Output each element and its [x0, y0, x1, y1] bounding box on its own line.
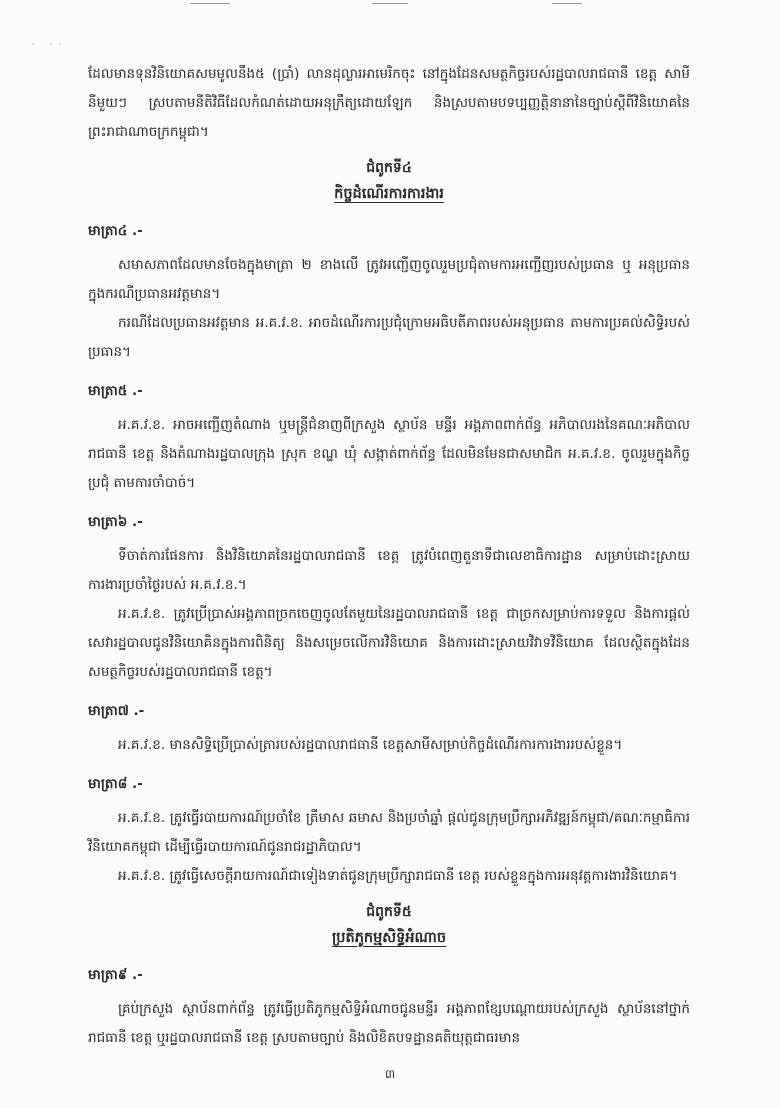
article-9-paragraph-1: គ្រប់ក្រសួង ស្ថាប័នពាក់ព័ន្ធ ត្រូវធ្វើប្រតិភូកម្មសិទ្ធិអំណាចជូនមន្ទីរ អង្គភាពខ្សែបណ្តោយរបស់ក្រសួង ស្ថាប័ននៅថ្នាក់រាជធានី ខេត្ត ឬរដ្ឋបាលរាជធានី ខេត្ត ស្របតាមច្បាប់ និងលិខិតបទដ្ឋានគតិយុត្តជាធរមាន [88, 1001, 690, 1046]
article-5-heading: មាត្រា៥ .- [88, 383, 143, 399]
chapter-4-number: ជំពូកទី៤ [366, 160, 412, 176]
article-4-paragraph-1: សមាសភាពដែលមានចែងក្នុងមាត្រា ២ ខាងលើ ត្រូវអញ្ជើញចូលរួមប្រជុំតាមការអញ្ជើញរបស់ប្រធាន ឬ អនុប្រធាន ក្នុងករណីប្រធានអវត្តមាន។ [88, 257, 690, 302]
chapter-5-title: ប្រតិភូកម្មសិទ្ធិអំណាច [331, 930, 447, 946]
article-8-paragraph-1: អ.គ.វ.ខ. ត្រូវធ្វើរបាយការណ៍ប្រចាំខែ ត្រីមាស ឆមាស និងប្រចាំឆ្នាំ ផ្តល់ជូនក្រុមប្រឹក្សាអភិវឌ្ឍន៍កម្ពុជា/គណៈកម្មាធិការវិនិយោគកម្ពុជា ដើម្បីធ្វើរបាយការណ៍ជូនរាជរដ្ឋាភិបាល។ [88, 810, 690, 855]
article-4-paragraph-2: ករណីដែលប្រធានអវត្តមាន អ.គ.វ.ខ. អាចដំណើរការប្រជុំក្រោមអធិបតីភាពរបស់អនុប្រធាន តាមការប្រគល់សិទ្ធិរបស់ប្រធាន។ [88, 315, 690, 360]
intro-paragraph: ដែលមានទុនវិនិយោគសមមូលនឹង៥ (ប្រាំ) លានដុល្លារអាមេរិកចុះ នៅក្នុងដែនសមត្ថកិច្ចរបស់រដ្ឋបាលរាជធានី ខេត្ត សាមីនីមួយៗ ស្របតាមនីតិវិធីដែលកំណត់ដោយអនុក្រឹត្យដោយឡែក និងស្របតាមបទប្បញ្ញត្តិនានានៃច្បាប់ស្តីពីវិនិយោគនៃព្រះរាជាណាចក្រកម្ពុជា។ [88, 66, 690, 140]
article-8-paragraph-2: អ.គ.វ.ខ. ត្រូវធ្វើសេចក្តីរាយការណ៍ជាទៀងទាត់ជូនក្រុមប្រឹក្សារាជធានី ខេត្ត របស់ខ្លួនក្នុងការអនុវត្តការងារវិនិយោគ។ [118, 868, 678, 884]
article-6-heading: មាត្រា៦ .- [88, 514, 143, 530]
chapter-5-number: ជំពូកទី៥ [366, 904, 412, 920]
chapter-4-title: កិច្ចដំណើរការការងារ [334, 186, 444, 202]
scan-artifact [190, 3, 230, 4]
article-9-heading: មាត្រា៩ .- [88, 967, 143, 983]
page-number: ៣ [384, 1067, 396, 1081]
article-6-paragraph-2: អ.គ.វ.ខ. ត្រូវប្រើប្រាស់អង្គភាពច្រកចេញចូលតែមួយនៃរដ្ឋបាលរាជធានី ខេត្ត ជាច្រកសម្រាប់ការទទួល និងការផ្តល់សេវារដ្ឋបាលជូនវិនិយោគិនក្នុងការពិនិត្យ និងសម្រេចលើការវិនិយោគ និងការដោះស្រាយវិវាទវិនិយោគ ដែលស្ថិតក្នុងដែនសមត្ថកិច្ចរបស់រដ្ឋបាលរាជធានី ខេត្ត។ [88, 606, 690, 680]
article-4-heading: មាត្រា៤ .- [88, 223, 143, 239]
article-6-paragraph-1: ទីចាត់ការផែនការ និងវិនិយោគនៃរដ្ឋបាលរាជធានី ខេត្ត ត្រូវបំពេញតួនាទីជាលេខាធិការដ្ឋាន សម្រាប់ដោះស្រាយការងារប្រចាំថ្ងៃរបស់ អ.គ.វ.ខ.។ [88, 548, 690, 593]
article-7-heading: មាត្រា៧ .- [88, 703, 145, 719]
scan-artifact [372, 3, 408, 4]
article-7-paragraph-1: អ.គ.វ.ខ. មានសិទ្ធិប្រើប្រាស់ត្រារបស់រដ្ឋបាលរាជធានី ខេត្តសាមីសម្រាប់កិច្ចដំណើរការការងាររបស់ខ្លួន។ [118, 737, 623, 753]
scan-speck: · ·· [32, 40, 68, 50]
scan-artifact [552, 3, 582, 4]
page-content [88, 60, 690, 1053]
article-5-paragraph-1: អ.គ.វ.ខ. អាចអញ្ជើញតំណាង ឬមន្ត្រីជំនាញពីក្រសួង ស្ថាប័ន មន្ទីរ អង្គភាពពាក់ព័ន្ធ អភិបាលរងនៃគណៈអភិបាលរាជធានី ខេត្ត និងតំណាងរដ្ឋបាលក្រុង ស្រុក ខណ្ឌ ឃុំ សង្កាត់ពាក់ព័ន្ធ ដែលមិនមែនជាសមាជិក អ.គ.វ.ខ. ចូលរួមក្នុងកិច្ចប្រជុំ តាមការចាំបាច់។ [88, 417, 690, 491]
article-8-heading: មាត្រា៨ .- [88, 776, 143, 792]
